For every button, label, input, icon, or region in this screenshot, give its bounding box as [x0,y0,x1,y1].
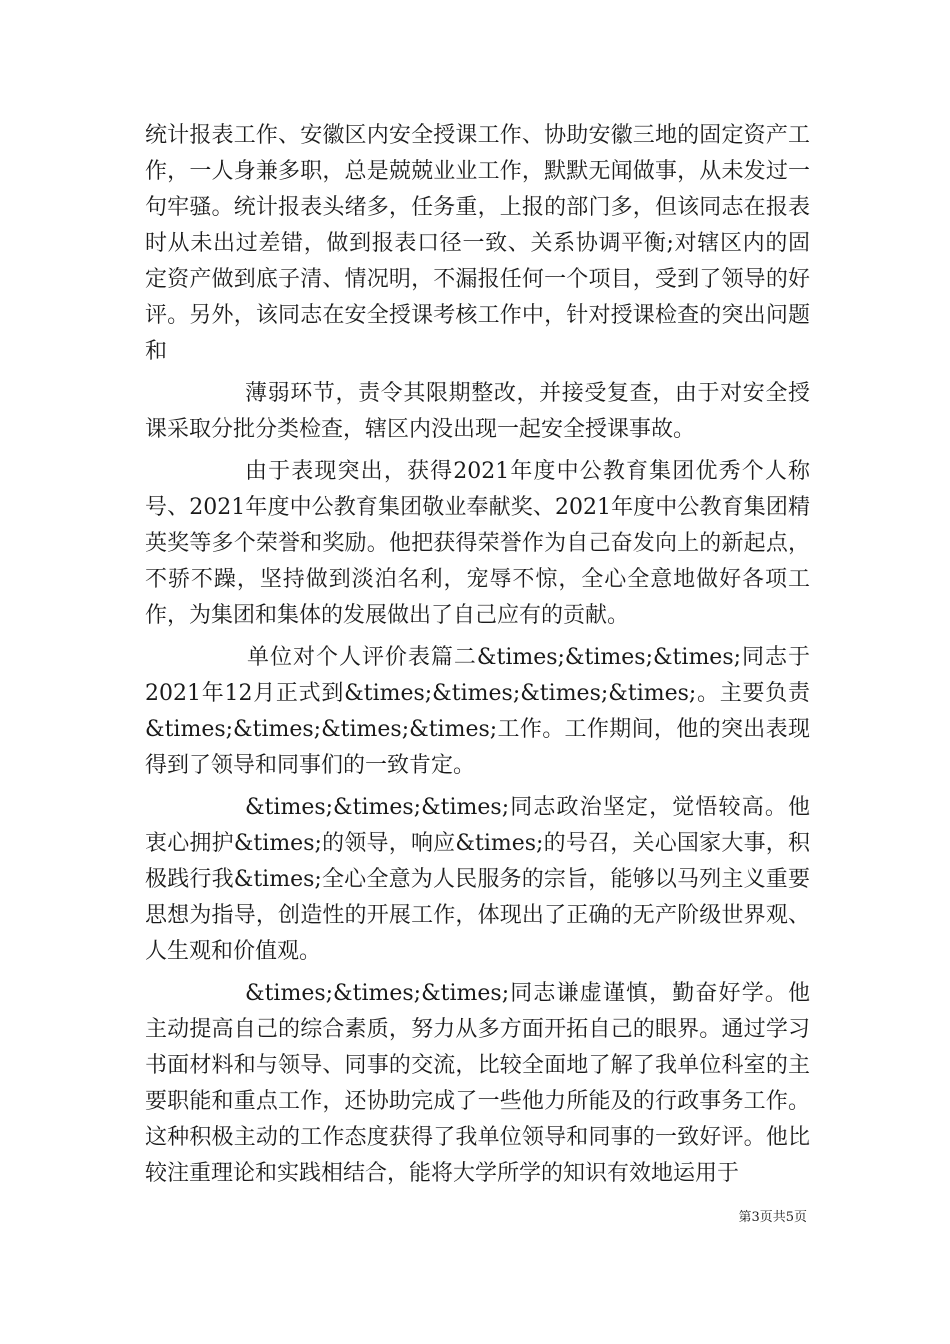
paragraph-2: 薄弱环节，责令其限期整改，并接受复查，由于对安全授课采取分批分类检查，辖区内没出现一起安全授课事故。 [145,381,810,442]
page-number-footer: 第3页共5页 [738,1210,807,1225]
paragraph-5: &times;&times;&times;同志政治坚定，觉悟较高。他衷心拥护&times;的领导，响应&times;的号召，关心国家大事，积极践行我&times;全心全意为人民服务的宗旨，能够以马列主义重要思想为指导，创造性的开展工作，体现出了正确的无产阶级世界观、人生观和价值观。 [145,795,810,964]
document-body [145,118,810,1198]
paragraph-4: 单位对个人评价表篇二&times;&times;&times;同志于2021年12月正式到&times;&times;&times;&times;。主要负责&times;&times;&times;&times;工作。工作期间，他的突出表现得到了领导和同事们的一致肯定。 [145,645,810,778]
paragraph-6: &times;&times;&times;同志谦虚谨慎，勤奋好学。他主动提高自己的综合素质，努力从多方面开拓自己的眼界。通过学习书面材料和与领导、同事的交流，比较全面地了解了我单位科室的主要职能和重点工作，还协助完成了一些他力所能及的行政事务工作。这种积极主动的工作态度获得了我单位领导和同事的一致好评。他比较注重理论和实践相结合，能将大学所学的知识有效地运用于 [145,981,810,1186]
paragraph-3: 由于表现突出，获得2021年度中公教育集团优秀个人称号、2021年度中公教育集团敬业奉献奖、2021年度中公教育集团精英奖等多个荣誉和奖励。他把获得荣誉作为自己奋发向上的新起点，不骄不躁，坚持做到淡泊名利，宠辱不惊，全心全意地做好各项工作，为集团和集体的发展做出了自己应有的贡献。 [145,459,810,628]
paragraph-1: 统计报表工作、安徽区内安全授课工作、协助安徽三地的固定资产工作，一人身兼多职，总是兢兢业业工作，默默无闻做事，从未发过一句牢骚。统计报表头绪多，任务重，上报的部门多，但该同志在报表时从未出过差错，做到报表口径一致、关系协调平衡;对辖区内的固定资产做到底子清、情况明，不漏报任何一个项目，受到了领导的好评。另外，该同志在安全授课考核工作中，针对授课检查的突出问题和 [145,123,810,364]
